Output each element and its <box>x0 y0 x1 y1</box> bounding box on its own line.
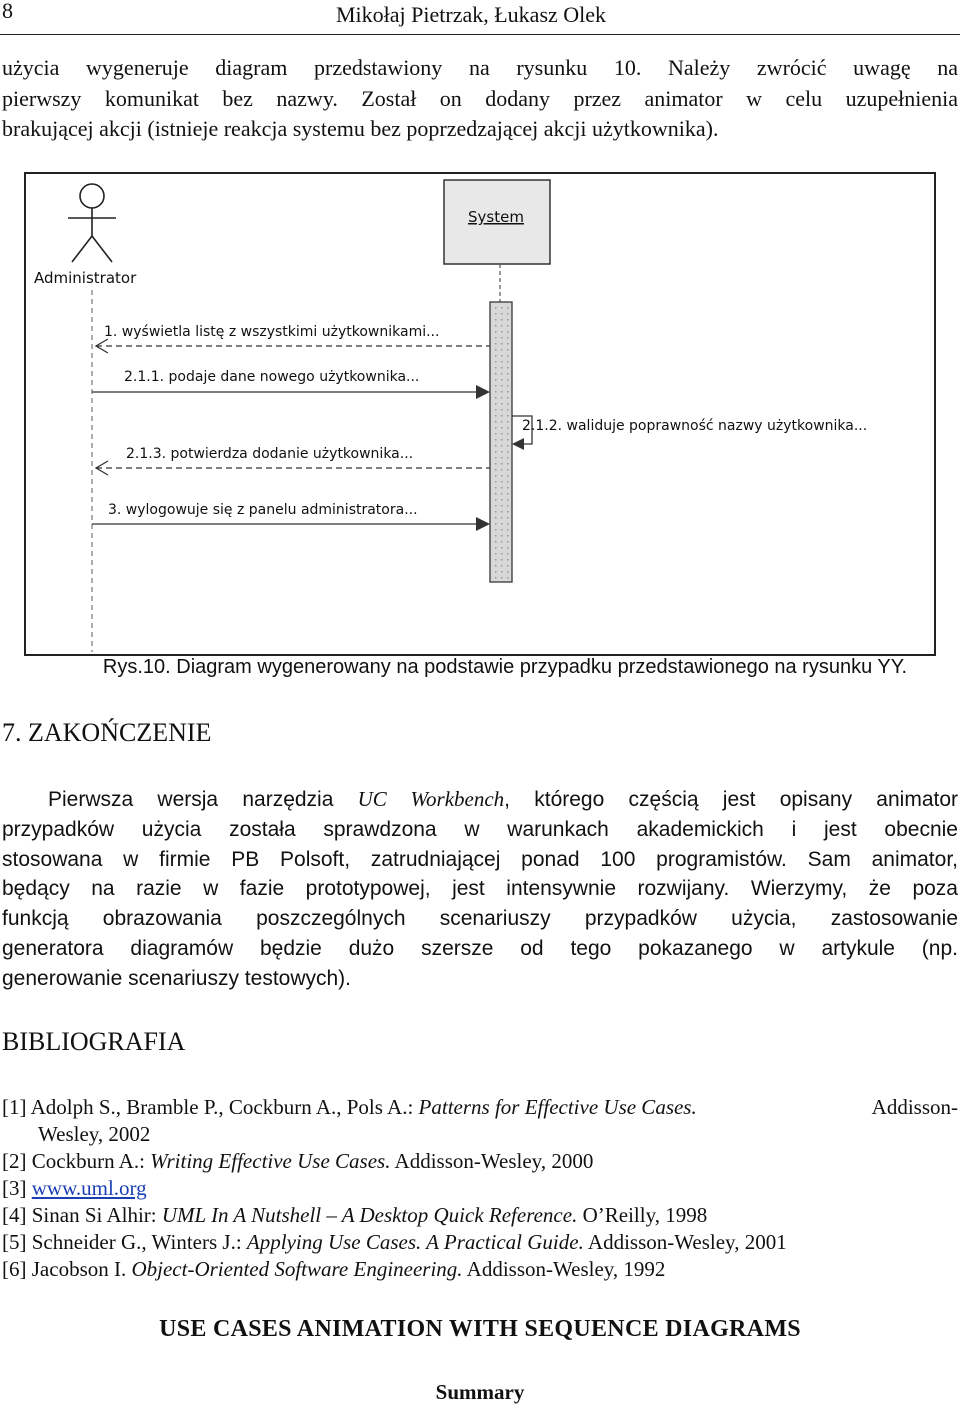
message-label: 3. wylogowuje się z panelu administratora... <box>108 502 418 518</box>
reference-item <box>2 1121 958 1148</box>
paragraph-line: funkcją obrazowania poszczególnych scenariuszy przypadków użycia, zastosowanie <box>2 907 958 931</box>
reference-title: Object-Oriented Software Engineering. <box>131 1257 463 1281</box>
reference-publisher: Addisson-Wesley, 2001 <box>583 1230 787 1254</box>
english-title: USE CASES ANIMATION WITH SEQUENCE DIAGRAMS <box>159 1316 801 1342</box>
reference-title: Patterns for Effective Use Cases. <box>418 1095 697 1119</box>
page-number: 8 <box>2 0 13 23</box>
message-1 <box>96 324 490 353</box>
intro-line: użycia wygeneruje diagram przedstawiony na rysunku 10. Należy zwrócić uwagę na <box>2 55 958 80</box>
conclusion-paragraph <box>2 785 958 994</box>
reference-number: [5] <box>2 1230 32 1254</box>
reference-item <box>2 1094 958 1121</box>
reference-authors: Jacobson I. <box>31 1257 132 1281</box>
reference-number: [6] <box>2 1257 32 1281</box>
summary-heading: Summary <box>435 1380 525 1404</box>
section-heading: 7. ZAKOŃCZENIE <box>2 718 212 747</box>
reference-item <box>2 1148 958 1175</box>
reference-item <box>2 1202 958 1229</box>
reference-number: [1] <box>2 1095 31 1119</box>
reference-list <box>2 1094 958 1283</box>
paragraph-line: generowanie scenariuszy testowych). <box>2 966 352 990</box>
reference-authors: Sinan Si Alhir: <box>31 1203 162 1227</box>
reference-title: Writing Effective Use Cases. <box>150 1149 391 1173</box>
paragraph-line: przypadków użycia została sprawdzona w warunkach akademickich i jest obecnie <box>2 817 958 841</box>
reference-number: [4] <box>2 1203 32 1227</box>
actor-label: Administrator <box>34 269 137 287</box>
reference-number: [2] <box>2 1149 32 1173</box>
reference-publisher: Addisson-Wesley, 1992 <box>462 1257 666 1281</box>
text-run: , którego częścią jest opisany animator <box>504 788 959 811</box>
sequence-diagram <box>26 174 934 654</box>
message-2-1-1 <box>92 369 490 399</box>
message-2-1-2 <box>512 416 867 450</box>
paragraph-line <box>2 785 958 815</box>
reference-publisher: O’Reilly, 1998 <box>577 1203 708 1227</box>
arrowhead-left-icon <box>512 438 524 450</box>
actor-stick-figure-icon <box>68 184 116 262</box>
intro-line: brakującej akcji (istnieje reakcja systemu bez poprzedzającej akcji użytkownika). <box>2 116 719 141</box>
intro-line: pierwszy komunikat bez nazwy. Został on dodany przez animator w celu uzupełnienia <box>2 85 958 111</box>
intro-paragraph <box>2 53 958 145</box>
tool-name: UC Workbench <box>357 787 505 811</box>
reference-authors: Schneider G., Winters J.: <box>31 1230 247 1254</box>
message-2-1-3 <box>96 446 490 475</box>
paragraph-line: stosowana w firmie PB Polsoft, zatrudniającej ponad 100 programistów. Sam animator, <box>2 847 958 871</box>
reference-title: Applying Use Cases. A Practical Guide. <box>246 1230 584 1254</box>
paragraph-line: generatora diagramów będzie dużo szersze od tego pokazanego w artykule (np. <box>2 936 958 960</box>
message-label: 2.1.3. potwierdza dodanie użytkownika... <box>126 446 414 462</box>
reference-text <box>2 1094 697 1121</box>
message-3 <box>92 502 490 531</box>
system-activation-bar <box>490 302 512 582</box>
reference-number: [3] <box>2 1176 32 1200</box>
arrowhead-right-icon <box>476 385 490 399</box>
figure-caption: Rys.10. Diagram wygenerowany na podstawie przypadku przedstawionego na rysunku YY. <box>102 656 908 678</box>
text-run: Pierwsza wersja narzędzia <box>48 788 358 811</box>
reference-link[interactable]: www.uml.org <box>31 1176 147 1200</box>
message-label: 1. wyświetla listę z wszystkimi użytkownikami... <box>104 324 440 340</box>
running-header-authors: Mikołaj Pietrzak, Łukasz Olek <box>336 2 607 27</box>
reference-title: UML In A Nutshell – A Desktop Quick Reference. <box>161 1203 578 1227</box>
reference-item <box>2 1175 958 1202</box>
header-rule <box>0 34 960 35</box>
reference-publisher: Addisson- <box>871 1095 958 1119</box>
reference-authors: Cockburn A.: <box>31 1149 151 1173</box>
system-label: System <box>468 208 524 226</box>
message-label: 2.1.1. podaje dane nowego użytkownika... <box>124 369 420 385</box>
paragraph-line: będący na razie w fazie prototypowej, jest intensywnie rozwijany. Wierzymy, że poza <box>2 877 958 901</box>
reference-authors: Adolph S., Bramble P., Cockburn A., Pols A.: <box>30 1095 419 1119</box>
reference-continuation: Wesley, 2002 <box>38 1122 151 1146</box>
bibliography-heading: BIBLIOGRAFIA <box>2 1027 186 1056</box>
message-label: 2.1.2. waliduje poprawność nazwy użytkownika... <box>522 418 868 434</box>
reference-item <box>2 1256 958 1283</box>
sequence-diagram-figure <box>24 172 936 656</box>
arrowhead-right-icon <box>476 517 490 531</box>
reference-item <box>2 1229 958 1256</box>
reference-publisher: Addisson-Wesley, 2000 <box>390 1149 594 1173</box>
